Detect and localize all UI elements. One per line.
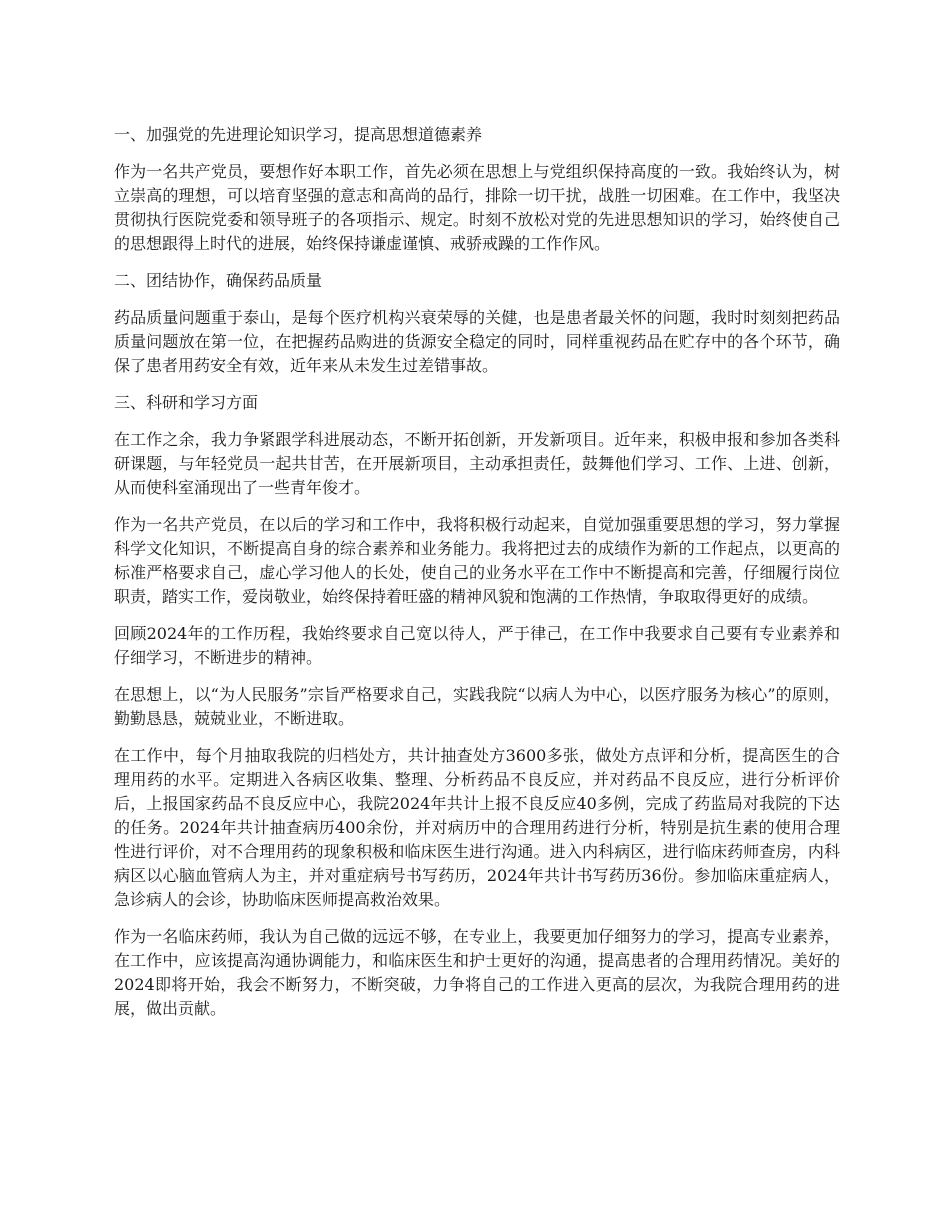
paragraph-1: 作为一名共产党员，要想作好本职工作，首先必须在思想上与党组织保持高度的一致。我始终认为，树立崇高的理想，可以培育坚强的意志和高尚的品行，排除一切干扰，战胜一切困难。在工作中，我坚决贯彻执行医院党委和领导班子的各项指示、规定。时刻不放松对党的先进思想知识的学习，始终使自己的思想跟得上时代的进展，始终保持谦虚谨慎、戒骄戒躁的工作作风。 — [114, 162, 840, 253]
section-heading-2: 二、团结协作，确保药品质量 — [114, 271, 323, 290]
section-heading-3: 三、科研和学习方面 — [114, 393, 259, 412]
document-body — [114, 123, 840, 1034]
paragraph-6: 在思想上，以“为人民服务”宗旨严格要求自己，实践我院“以病人为中心，以医疗服务为核心”的原则，勤勤恳恳，兢兢业业，不断进取。 — [114, 685, 840, 728]
paragraph-7: 在工作中，每个月抽取我院的归档处方，共计抽查处方3600多张，做处方点评和分析，提高医生的合理用药的水平。定期进入各病区收集、整理、分析药品不良反应，并对药品不良反应，进行分析评价后，上报国家药品不良反应中心，我院2024年共计上报不良反应40多例，完成了药监局对我院的下达的任务。2024年共计抽查病历400余份，并对病历中的合理用药进行分析，特别是抗生素的使用合理性进行评价，对不合理用药的现象积极和临床医生进行沟通。进入内科病区，进行临床药师查房，内科病区以心脑血管病人为主，并对重症病号书写药历，2024年共计书写药历36份。参加临床重症病人，急诊病人的会诊，协助临床医师提高救治效果。 — [114, 746, 840, 909]
section-heading-1: 一、加强党的先进理论知识学习，提高思想道德素养 — [114, 125, 483, 144]
paragraph-4: 作为一名共产党员，在以后的学习和工作中，我将积极行动起来，自觉加强重要思想的学习，努力掌握科学文化知识，不断提高自身的综合素养和业务能力。我将把过去的成绩作为新的工作起点，以更高的标准严格要求自己，虚心学习他人的长处，使自己的业务水平在工作中不断提高和完善，仔细履行岗位职责，踏实工作，爱岗敬业，始终保持着旺盛的精神风貌和饱满的工作热情，争取取得更好的成绩。 — [114, 515, 840, 606]
paragraph-2: 药品质量问题重于泰山，是每个医疗机构兴衰荣辱的关健，也是患者最关怀的问题，我时时刻刻把药品质量问题放在第一位，在把握药品购进的货源安全稳定的同时，同样重视药品在贮存中的各个环节，确保了患者用药安全有效，近年来从未发生过差错事故。 — [114, 308, 840, 375]
paragraph-8: 作为一名临床药师，我认为自己做的远远不够，在专业上，我要更加仔细努力的学习，提高专业素养，在工作中，应该提高沟通协调能力，和临床医生和护士更好的沟通，提高患者的合理用药情况。美好的2024即将开始，我会不断努力，不断突破，力争将自己的工作进入更高的层次，为我院合理用药的进展，做出贡献。 — [114, 927, 840, 1018]
paragraph-5: 回顾2024年的工作历程，我始终要求自己宽以待人，严于律己，在工作中我要求自己要有专业素养和仔细学习，不断进步的精神。 — [114, 624, 840, 667]
paragraph-3: 在工作之余，我力争紧跟学科进展动态，不断开拓创新，开发新项目。近年来，积极申报和参加各类科研课题，与年轻党员一起共甘苦，在开展新项目，主动承担责任，鼓舞他们学习、工作、上进、创新，从而使科室涌现出了一些青年俊才。 — [114, 430, 840, 497]
